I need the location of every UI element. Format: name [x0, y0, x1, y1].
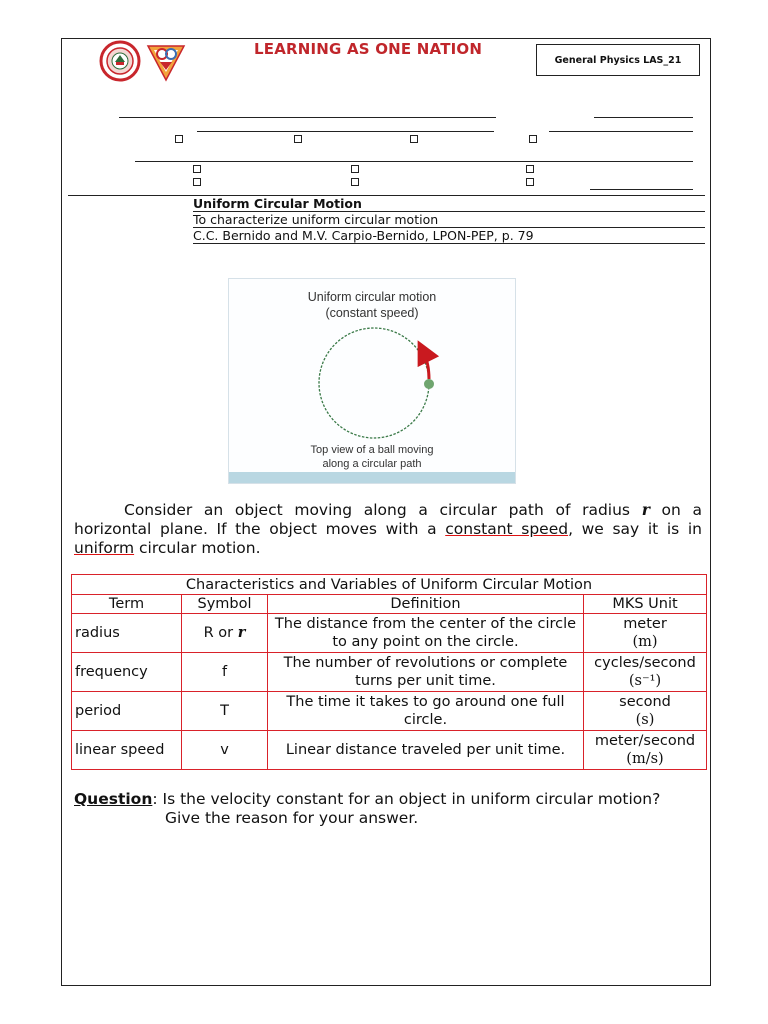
lesson-reference: C.C. Bernido and M.V. Carpio-Bernido, LPON-PEP, p. 79	[193, 228, 705, 244]
header-term: Term	[72, 595, 182, 614]
table-row	[72, 653, 707, 692]
date-field-line[interactable]	[549, 131, 693, 132]
definition-cell: The distance from the center of the circle to any point on the circle.	[268, 614, 584, 653]
checkbox[interactable]	[294, 135, 302, 143]
question-text-line1: : Is the velocity constant for an object in uniform circular motion?	[152, 790, 661, 808]
checkbox[interactable]	[175, 135, 183, 143]
document-code-box: General Physics LAS_21	[536, 44, 700, 76]
header-unit: MKS Unit	[584, 595, 707, 614]
ball	[424, 379, 434, 389]
term-cell: frequency	[72, 653, 182, 692]
name-field-line[interactable]	[119, 117, 496, 118]
header-symbol: Symbol	[182, 595, 268, 614]
figure-bottom-bar	[229, 472, 515, 483]
question-text-line2: Give the reason for your answer.	[165, 809, 419, 827]
checkbox[interactable]	[193, 178, 201, 186]
definition-cell: The number of revolutions or complete turns per unit time.	[268, 653, 584, 692]
question-block	[74, 790, 702, 828]
unit-cell: cycles/second (s⁻¹)	[584, 653, 707, 692]
ucm-variables-table	[71, 574, 707, 770]
checkbox[interactable]	[351, 165, 359, 173]
circular-path	[319, 328, 429, 438]
checkbox[interactable]	[526, 178, 534, 186]
checkbox[interactable]	[410, 135, 418, 143]
lesson-objective: To characterize uniform circular motion	[193, 212, 705, 228]
section-field-line[interactable]	[197, 131, 494, 132]
table-row	[72, 731, 707, 770]
seal-logo	[101, 42, 139, 80]
checkbox[interactable]	[526, 165, 534, 173]
uniform-highlight: uniform	[74, 539, 135, 557]
definition-cell: The time it takes to go around one full circle.	[268, 692, 584, 731]
deped-logo	[148, 46, 184, 80]
table-row	[72, 614, 707, 653]
table-row	[72, 692, 707, 731]
checkbox[interactable]	[529, 135, 537, 143]
radius-symbol: r	[641, 500, 650, 519]
symbol-cell: R or r	[182, 614, 268, 653]
intro-paragraph: Consider an object moving along a circular path of radius r on a horizontal plane. If the object moves with a constant speed, we say it is in uniform circular motion.	[74, 500, 703, 557]
constant-speed-highlight: constant speed	[445, 520, 569, 538]
term-cell: period	[72, 692, 182, 731]
velocity-arrow	[423, 351, 429, 379]
figure-caption-top: Uniform circular motion (constant speed)	[307, 290, 437, 320]
term-cell: radius	[72, 614, 182, 653]
table-title: Characteristics and Variables of Uniform Circular Motion	[72, 575, 707, 595]
unit-cell: meter (m)	[584, 614, 707, 653]
symbol-cell: v	[182, 731, 268, 770]
definition-cell: Linear distance traveled per unit time.	[268, 731, 584, 770]
checkbox[interactable]	[193, 165, 201, 173]
lesson-topic: Uniform Circular Motion	[193, 196, 705, 212]
teacher-field-line[interactable]	[135, 161, 693, 162]
symbol-cell: f	[182, 653, 268, 692]
other-field-line[interactable]	[590, 189, 693, 190]
circular-motion-figure	[228, 278, 516, 484]
symbol-cell: T	[182, 692, 268, 731]
unit-cell: meter/second (m/s)	[584, 731, 707, 770]
figure-caption-bottom: Top view of a ball moving along a circular path	[310, 444, 434, 470]
header-definition: Definition	[268, 595, 584, 614]
question-label: Question	[74, 790, 153, 808]
checkbox[interactable]	[351, 178, 359, 186]
term-cell: linear speed	[72, 731, 182, 770]
header-logos	[98, 40, 190, 82]
unit-cell: second (s)	[584, 692, 707, 731]
score-field-line[interactable]	[594, 117, 693, 118]
banner-title: LEARNING AS ONE NATION	[254, 40, 483, 58]
